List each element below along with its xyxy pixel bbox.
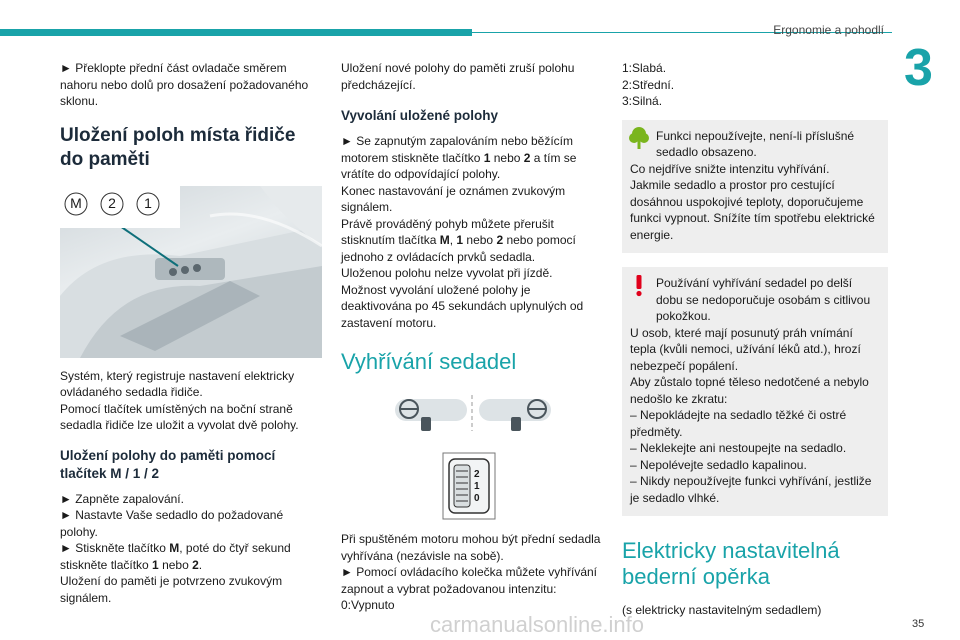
warning-note-1: Používání vyhřívání sedadel po delší dobu se nedoporučuje osobám s citlivou pokožkou. xyxy=(656,276,871,323)
page-number: 35 xyxy=(912,618,925,630)
column-right xyxy=(622,60,888,619)
section-heading-memory: Uložení poloh místa řidiče do paměti xyxy=(60,124,296,170)
lumbar-subtitle: (s elektricky nastavitelným sedadlem) xyxy=(622,603,822,617)
overwrite-note: Uložení nové polohy do paměti zruší polohu předcházející. xyxy=(341,61,575,92)
warning-note-3: Aby zůstalo topné těleso nedotčené a nebylo nedošlo ke zkratu: xyxy=(630,375,869,406)
intro-text: ► Překlopte přední část ovladače směrem nahoru nebo dolů pro dosažení požadovaného sklonu. xyxy=(60,61,309,108)
recall-timeout: Možnost vyvolání uložené polohy je deaktivována po 45 sekundách uplynulých od zastavení motoru. xyxy=(341,282,584,330)
store-step-2: ► Nastavte Vaše sedadlo do požadované polohy. xyxy=(60,508,284,539)
photo-label-m: M xyxy=(70,194,82,211)
recall-driving: Uloženou polohu nelze vyvolat při jízdě. xyxy=(341,266,553,280)
store-step-1: ► Zapněte zapalování. xyxy=(60,491,184,506)
heating-level-2: 2:Střední. xyxy=(622,77,675,92)
warning-item: – Nikdy nepoužívejte funkci vyhřívání, jestliže je sedadlo vlhké. xyxy=(630,474,872,505)
eco-note-1: Funkci nepoužívejte, není-li příslušné sedadlo obsazeno. xyxy=(656,128,855,159)
recall-step: ► Se zapnutým zapalováním nebo běžícím motorem stiskněte tlačítko 1 nebo 2 a tím se vrátíte do odpovídající polohy. xyxy=(341,134,577,181)
eco-note-2: Co nejdříve snižte intenzitu vyhřívání. xyxy=(630,161,830,176)
dial-label-2: 2 xyxy=(474,469,480,480)
seat-heating-illustration xyxy=(341,387,603,521)
recall-sound: Konec nastavování je oznámen zvukovým signálem. xyxy=(341,183,566,214)
chapter-number: 3 xyxy=(904,39,933,97)
heating-level-0: 0:Vypnuto xyxy=(341,598,395,612)
warning-item: – Nepolévejte sedadlo kapalinou. xyxy=(630,457,807,472)
warning-note xyxy=(622,267,888,516)
eco-tree-icon xyxy=(628,126,650,150)
store-confirm: Uložení do paměti je potvrzeno zvukovým signálem. xyxy=(60,574,283,605)
memory-desc-2: Pomocí tlačítek umístěných na boční straně sedadla řidiče lze uložit a vyvolat dvě polohy. xyxy=(60,401,299,432)
dial-label-1: 1 xyxy=(474,481,480,492)
subheading-recall-position: Vyvolání uložené polohy xyxy=(341,108,499,123)
exclamation-icon xyxy=(628,273,650,297)
store-step-3: ► Stiskněte tlačítko M, poté do čtyř sekund stiskněte tlačítko 1 nebo 2. xyxy=(60,541,291,572)
eco-note xyxy=(622,120,888,254)
warning-item: – Neklekejte ani nestoupejte na sedadlo. xyxy=(630,441,847,455)
section-heading-lumbar: Elektricky nastavitelná bederní opěrka xyxy=(622,538,840,589)
recall-interrupt: Právě prováděný pohyb můžete přerušit stisknutím tlačítka M, 1 nebo 2 nebo pomocí jednoho z ovládacích prvků sedadla. xyxy=(341,216,576,264)
dial-label-0: 0 xyxy=(474,493,480,504)
subheading-store-position: Uložení polohy do paměti pomocí tlačítek M / 1 / 2 xyxy=(60,447,276,481)
column-left xyxy=(60,60,322,606)
heating-desc: Při spuštěném motoru mohou být přední sedadla vyhřívána (nezávisle na sobě). xyxy=(341,532,601,563)
heating-level-1: 1:Slabá. xyxy=(622,61,667,75)
column-middle xyxy=(341,60,603,614)
chapter-title: Ergonomie a pohodlí xyxy=(773,23,884,37)
section-heading-heating: Vyhřívání sedadel xyxy=(341,349,517,374)
header-accent-bar xyxy=(0,29,472,36)
warning-item: – Nepokládejte na sedadlo těžké či ostré předměty. xyxy=(630,408,847,439)
warning-note-2: U osob, které mají posunutý práh vnímání tepla (kvůli nemoci, užívání léků atd.), hrozí nebezpečí popálení. xyxy=(630,325,861,373)
eco-note-3: Jakmile sedadlo a prostor pro cestující dosáhnou uspokojivé teploty, doporučujeme funkci vypnout. Snížíte tím spotřebu elektrické energie. xyxy=(630,178,875,242)
heating-level-3: 3:Silná. xyxy=(622,94,663,108)
heating-step: ► Pomocí ovládacího kolečka můžete vyhřívání zapnout a vybrat požadovanou intenzitu: xyxy=(341,565,597,596)
memory-desc-1: Systém, který registruje nastavení elektricky ovládaného sedadla řidiče. xyxy=(60,368,295,399)
seat-memory-photo xyxy=(60,186,322,358)
photo-label-1: 1 xyxy=(144,194,152,211)
watermark: carmanualsonline.info xyxy=(430,612,645,637)
photo-label-2: 2 xyxy=(108,194,116,211)
